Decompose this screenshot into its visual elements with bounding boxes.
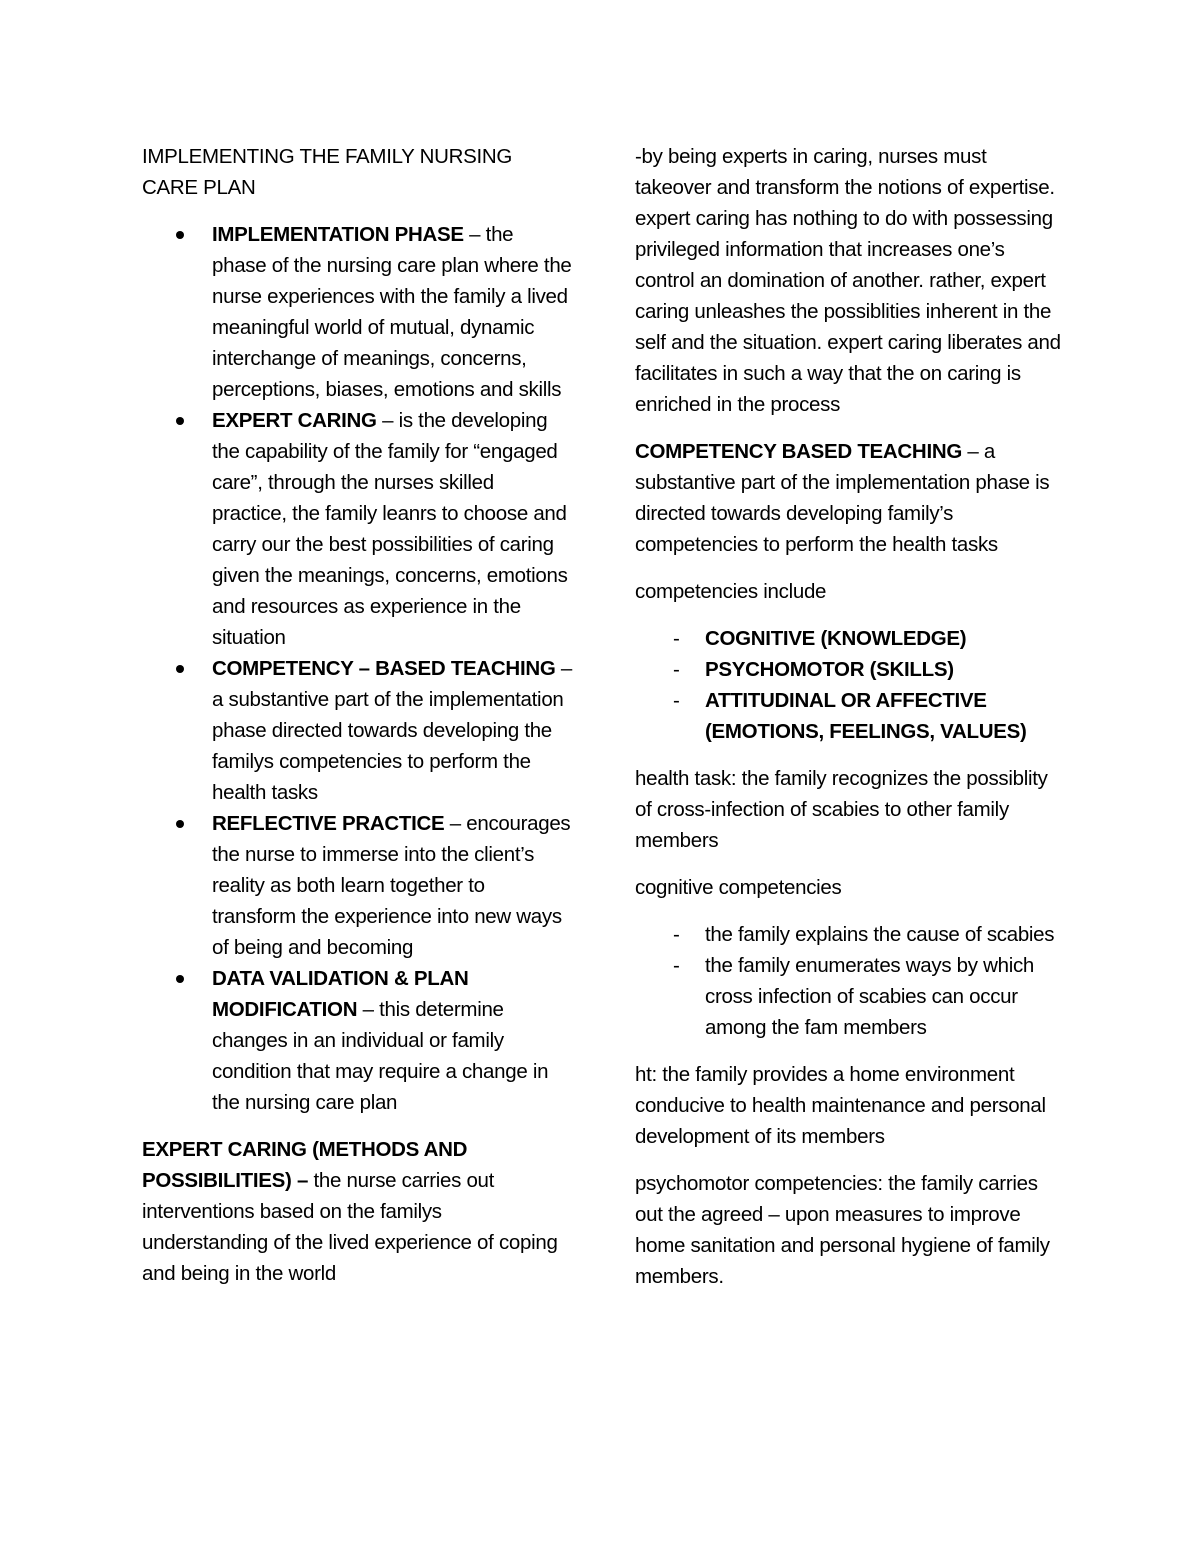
bullet-icon [176, 417, 184, 425]
expert-caring-notes: -by being experts in caring, nurses must takeover and transform the notions of expertise. expert caring has nothing to do with possessing privileged information that increases one’s control an domination of another. rather, expert caring unleashes the possiblities inherent in the self and the situation. expert caring liberates and facilitates in such a way that the on caring is enriched in the process [635, 145, 1061, 416]
expert-caring-paragraph [142, 1134, 572, 1289]
competency: PSYCHOMOTOR (SKILLS) [705, 658, 954, 681]
definition: – this determine changes in an individual or family condition that may require a change in the nursing care plan [212, 998, 549, 1114]
bullet-icon [176, 231, 184, 239]
definition: – is the developing the capability of the family for “engaged care”, through the nurses skilled practice, the family leanrs to choose and carry our the best possibilities of caring given the meanings, concerns, emotions and resources as experience in the situation [212, 409, 568, 649]
list-item [142, 963, 572, 1118]
list-item [635, 685, 1065, 747]
term: EXPERT CARING [212, 409, 377, 432]
bullet-icon [176, 665, 184, 673]
cognitive-item: the family enumerates ways by which cross infection of scabies can occur among the fam members [705, 954, 1035, 1039]
term: COMPETENCY BASED TEACHING [635, 440, 962, 463]
dash-marker: - [673, 954, 680, 977]
term: EXPERT CARING (METHODS AND POSSIBILITIES) – [142, 1138, 468, 1192]
health-task: health task: the family recognizes the possiblity of cross-infection of scabies to other family members [635, 767, 1048, 852]
list-item [142, 219, 572, 405]
title-line-1: IMPLEMENTING THE FAMILY NURSING [142, 145, 513, 168]
cognitive-list [635, 919, 1065, 1043]
bullet-icon [176, 820, 184, 828]
list-item [635, 950, 1065, 1043]
competency: COGNITIVE (KNOWLEDGE) [705, 627, 967, 650]
left-column [142, 141, 572, 1289]
definition-list [142, 219, 572, 1118]
title-line-2: CARE PLAN [142, 176, 256, 199]
term: REFLECTIVE PRACTICE [212, 812, 445, 835]
term: COMPETENCY – BASED TEACHING [212, 657, 556, 680]
psychomotor-competencies: psychomotor competencies: the family carries out the agreed – upon measures to improve home sanitation and personal hygiene of family members. [635, 1172, 1050, 1288]
competency: ATTITUDINAL OR AFFECTIVE (EMOTIONS, FEELINGS, VALUES) [705, 689, 1027, 743]
term: DATA VALIDATION & PLAN MODIFICATION [212, 967, 469, 1021]
dash-marker: - [673, 923, 680, 946]
term: IMPLEMENTATION PHASE [212, 223, 464, 246]
competencies-list [635, 623, 1065, 747]
cognitive-item: the family explains the cause of scabies [705, 923, 1055, 946]
competencies-intro: competencies include [635, 580, 827, 603]
definition: – encourages the nurse to immerse into the client’s reality as both learn together to transform the experience into new ways of being and becoming [212, 812, 571, 959]
page-title [142, 141, 572, 203]
list-item [142, 808, 572, 963]
list-item [635, 919, 1065, 950]
dash-marker: - [673, 689, 680, 712]
dash-marker: - [673, 658, 680, 681]
definition: – a substantive part of the implementation phase is directed towards developing family’s competencies to perform the health tasks [635, 440, 1050, 556]
definition: – a substantive part of the implementation phase directed towards developing the familys competencies to perform the health tasks [212, 657, 572, 804]
right-column [635, 141, 1065, 1292]
list-item [635, 654, 1065, 685]
health-task-2: ht: the family provides a home environment conducive to health maintenance and personal development of its members [635, 1063, 1046, 1148]
dash-marker: - [673, 627, 680, 650]
cognitive-intro: cognitive competencies [635, 876, 842, 899]
definition: the nurse carries out interventions based on the familys understanding of the lived experience of coping and being in the world [142, 1169, 558, 1285]
competency-teaching-paragraph [635, 436, 1065, 560]
definition: – the phase of the nursing care plan where the nurse experiences with the family a lived meaningful world of mutual, dynamic interchange of meanings, concerns, perceptions, biases, emotions and skills [212, 223, 572, 401]
list-item [635, 623, 1065, 654]
list-item [142, 653, 572, 808]
list-item [142, 405, 572, 653]
bullet-icon [176, 975, 184, 983]
